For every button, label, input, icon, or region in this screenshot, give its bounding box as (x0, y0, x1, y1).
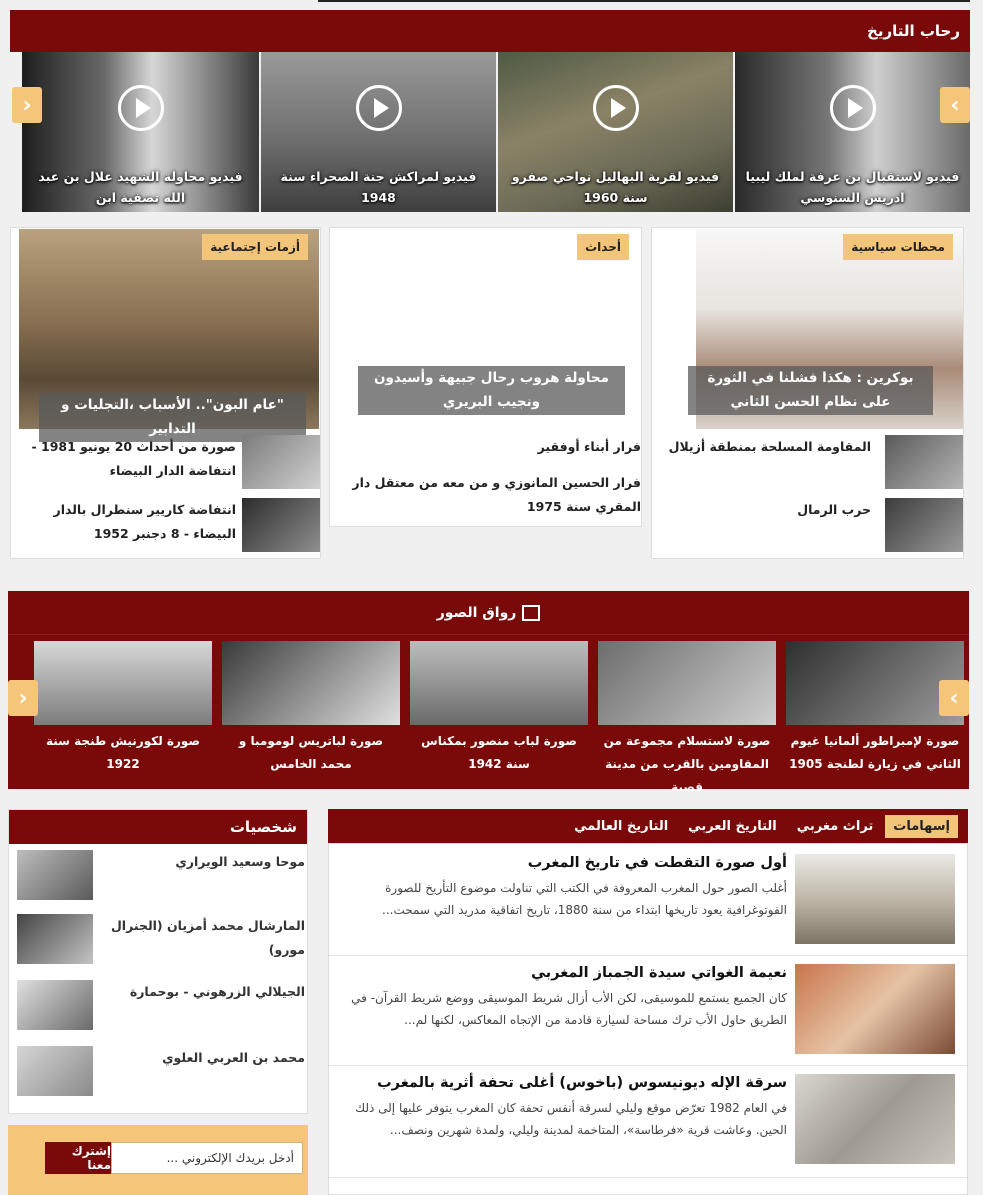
videos-header (10, 10, 970, 52)
video-title[interactable]: فيديو لقرية البهاليل نواحي صفرو سنة 1960 (511, 168, 720, 205)
article-item[interactable] (329, 844, 967, 956)
article-image[interactable] (795, 964, 955, 1054)
chevron-right-icon: › (949, 685, 959, 711)
gallery-caption[interactable]: صورة لباتريس لومومبا و محمد الخامس (238, 734, 384, 771)
play-icon[interactable] (356, 85, 402, 131)
article-image[interactable] (795, 854, 955, 944)
gallery-image (786, 641, 964, 725)
list-item[interactable]: فرار الحسين المانوزي و من معه من معتقل دار المقري سنة 1975 (352, 475, 641, 514)
gallery-item[interactable] (34, 641, 212, 776)
person-name[interactable]: المارشال محمد أمزيان (الجنرال مورو) (110, 918, 305, 957)
person-item[interactable] (9, 1046, 307, 1096)
videos-title: رحاب التاريخ (867, 22, 960, 40)
article-item[interactable] (329, 1066, 967, 1178)
category-headline[interactable]: "عام البون".. الأسباب ،التجليات و التدابير (39, 393, 306, 442)
gallery-item[interactable] (222, 641, 400, 776)
email-field[interactable]: أدخل بريدك الإلكتروني ... (111, 1142, 303, 1174)
list-item[interactable] (11, 435, 320, 489)
articles-list (328, 843, 968, 1195)
article-summary: في العام 1982 تعرّض موقع وليلي لسرقة أنفس تحفة كان المغرب يتوفر عليها إلى ذلك الحين. وعاشت قرية «فرطاسة»، المتاخمة لمدينة وليلي، ولمدة شهرين ونصف... (355, 1101, 787, 1138)
tab-moroccan-heritage[interactable]: تراث مغربي (796, 818, 874, 834)
play-icon[interactable] (593, 85, 639, 131)
newsletter-box (8, 1125, 308, 1195)
gallery-header (8, 591, 969, 635)
gallery-title: رواق الصور (436, 604, 517, 621)
item-thumbnail (242, 435, 320, 489)
article-item[interactable] (329, 956, 967, 1066)
person-name[interactable]: موحا وسعيد الويراري (175, 854, 305, 869)
video-title[interactable]: فيديو محاولة الشهيد علال بن عبد الله تصفية ابن (38, 168, 243, 205)
gallery-item[interactable] (598, 641, 776, 798)
item-title[interactable]: المقاومة المسلحة بمنطقة أزيلال (668, 439, 871, 454)
gallery-image (410, 641, 588, 725)
tabs-bar (328, 809, 968, 843)
person-photo (17, 914, 93, 964)
category-headline[interactable]: بوكرين : هكذا فشلنا في الثورة على نظام الحسن الثاني (688, 366, 933, 415)
people-header (9, 810, 307, 844)
item-title[interactable]: حرب الرمال (797, 502, 871, 517)
category-card-politics (651, 227, 964, 559)
item-thumbnail (885, 435, 963, 489)
category-badge[interactable]: محطات سياسية (843, 234, 953, 260)
people-panel (8, 809, 308, 1114)
play-icon[interactable] (830, 85, 876, 131)
chevron-right-icon: › (950, 92, 960, 118)
person-item[interactable] (9, 914, 307, 964)
video-card[interactable] (735, 52, 970, 212)
article-image[interactable] (795, 1074, 955, 1164)
carousel-prev-arrow[interactable] (12, 87, 42, 123)
gallery-caption[interactable]: صورة لاستسلام مجموعة من المقاومين بالقرب من مدينة قصبة (603, 734, 771, 794)
person-photo (17, 980, 93, 1030)
video-title[interactable]: فيديو لمراكش جنة الصحراء سنة 1948 (280, 168, 477, 205)
tab-world-history[interactable]: التاريخ العالمي (574, 818, 669, 834)
person-item[interactable] (9, 850, 307, 900)
tab-arab-history[interactable]: التاريخ العربي (688, 818, 777, 834)
article-title[interactable]: أول صورة التقطت في تاريخ المغرب (527, 855, 787, 871)
articles-section (328, 809, 968, 1195)
article-title[interactable]: نعيمة الغواتي سيدة الجمباز المغربي (531, 965, 787, 981)
list-item[interactable] (11, 498, 320, 552)
gallery-item[interactable] (786, 641, 964, 776)
carousel-next-arrow[interactable] (940, 87, 970, 123)
gallery-caption[interactable]: صورة لباب منصور بمكناس سنة 1942 (421, 734, 577, 771)
item-title[interactable]: انتفاضة كاريير سنطرال بالدار البيضاء - 8 دجنبر 1952 (53, 502, 236, 541)
article-title[interactable]: سرقة الإله ديونيسوس (باخوس) أغلى تحفة أثرية بالمغرب (377, 1075, 787, 1091)
list-item[interactable]: فرار أبناء أوفقير (537, 439, 641, 454)
gallery-caption[interactable]: صورة لكورنيش طنجة سنة 1922 (45, 734, 201, 771)
person-photo (17, 850, 93, 900)
people-title: شخصيات (229, 818, 297, 836)
top-rule (318, 0, 970, 2)
person-name[interactable]: محمد بن العربي العلوي (162, 1050, 305, 1065)
tab-contributions[interactable]: إسهامات (885, 815, 958, 838)
gallery-image (222, 641, 400, 725)
category-card-events (329, 227, 642, 527)
category-card-social (10, 227, 321, 559)
gallery-caption[interactable]: صورة لإمبراطور ألمانيا غيوم الثاني في زيارة لطنجة 1905 (789, 734, 961, 771)
gallery-next-arrow[interactable] (939, 680, 969, 716)
article-summary: كان الجميع يستمع للموسيقى، لكن الأب أزال شريط الموسيقى ووضع شريط القرآن- في الطريق حاول الأب ترك مساحة لسيارة قادمة من الإتجاه المعاكس، لكنها لم... (351, 991, 787, 1028)
article-summary: أغلب الصور حول المغرب المعروفة في الكتب التي تناولت موضوع التأريخ للصورة الفوتوغرافية يعود تاريخها ابتداء من سنة 1880، تاريخ اتفاقية مدريد التي سمحت... (382, 881, 787, 918)
item-title[interactable]: صورة من أحداث 20 يونيو 1981 - انتفاضة الدار البيضاء (31, 439, 236, 478)
video-card[interactable] (22, 52, 259, 212)
videos-section (10, 10, 970, 214)
chevron-left-icon: ‹ (18, 685, 28, 711)
image-icon (522, 605, 540, 621)
subscribe-button[interactable]: إشترك معنا (45, 1142, 111, 1174)
category-badge[interactable]: أزمات إجتماعية (202, 234, 308, 260)
video-card[interactable] (498, 52, 733, 212)
video-title[interactable]: فيديو لاستقبال بن عرفة لملك ليبيا ادريس السنوسي (745, 168, 960, 205)
list-item[interactable] (662, 435, 963, 489)
gallery-image (598, 641, 776, 725)
gallery-image (34, 641, 212, 725)
person-item[interactable] (9, 980, 307, 1030)
person-name[interactable]: الجيلالي الزرهوني - بوحمارة (129, 984, 305, 999)
chevron-left-icon: ‹ (22, 92, 32, 118)
item-thumbnail (242, 498, 320, 552)
video-card[interactable] (261, 52, 496, 212)
item-thumbnail (885, 498, 963, 552)
person-photo (17, 1046, 93, 1096)
list-item[interactable] (662, 498, 963, 552)
play-icon[interactable] (118, 85, 164, 131)
gallery-item[interactable] (410, 641, 588, 776)
photo-gallery (8, 591, 969, 794)
gallery-prev-arrow[interactable] (8, 680, 38, 716)
category-badge[interactable]: أحداث (577, 234, 629, 260)
category-headline[interactable]: محاولة هروب رحال جبيهة وأسيدون ونجيب البريري (358, 366, 625, 415)
